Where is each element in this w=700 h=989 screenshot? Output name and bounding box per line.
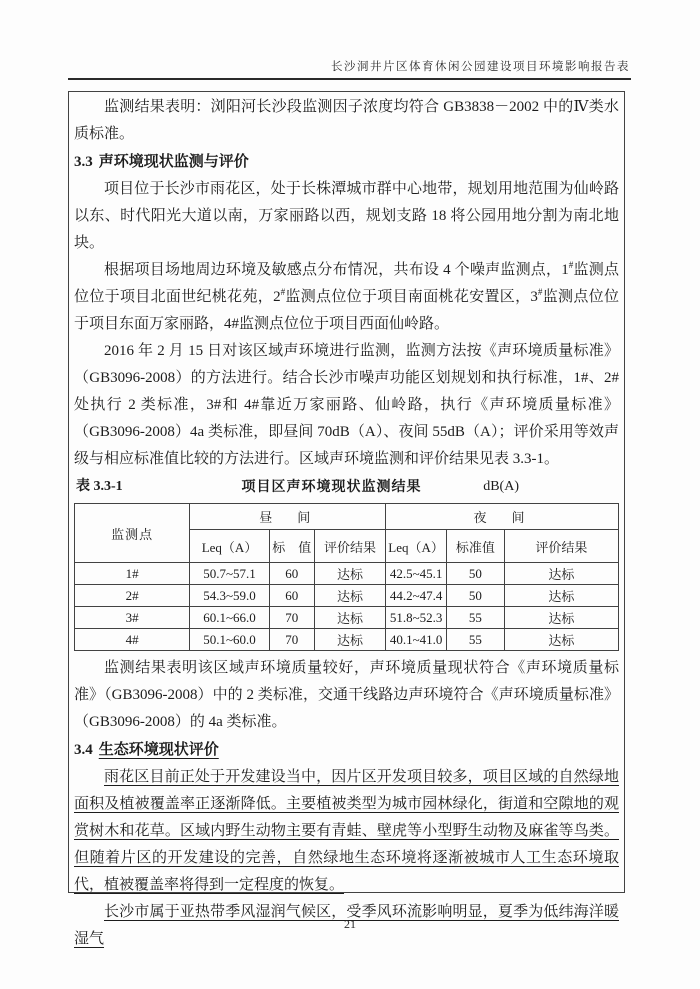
table-cell: 55 [447,607,505,629]
table-cell: 2# [75,585,190,607]
table-cell: 44.2~47.4 [386,585,447,607]
paragraph-noise-conclusion: 监测结果表明该区域声环境质量较好，声环境质量现状符合《声环境质量标准》（GB3096-2008）中的 2 类标准，交通干线路边声环境符合《声环境质量标准》（GB3096-2008）的 4a 类标准。 [74,660,619,730]
table-cell: 达标 [504,563,618,585]
table-cell: 55 [447,629,505,651]
column-header-day-standard: 标 值 [269,530,314,563]
table-cell: 70 [269,607,314,629]
table-cell: 51.8~52.3 [386,607,447,629]
table-cell: 50.1~60.0 [190,629,269,651]
table-cell: 54.3~59.0 [190,585,269,607]
page-footer [0,917,700,932]
paragraph-monitoring-points: 根据项目场地周边环境及敏感点分布情况，共布设 4 个噪声监测点，1#监测点位位于项目北面世纪桃花苑，2#监测点位位于项目南面桃花安置区，3#监测点位位于项目东面万家丽路，4#监测点位位于项目西面仙岭路。 [74,260,619,332]
table-cell: 达标 [314,607,385,629]
noise-monitoring-table [74,503,619,651]
table-cell: 1# [75,563,190,585]
column-header-night-result: 评价结果 [504,530,618,563]
section-number: 3.3 [74,154,93,170]
column-header-point: 监测点 [75,504,190,563]
table-row [75,585,619,607]
column-group-day: 昼 间 [190,504,386,530]
column-header-day-leq: Leq（A） [190,530,269,563]
noise-table-caption [74,473,619,500]
table-cell: 60 [269,563,314,585]
table-cell: 达标 [504,607,618,629]
table-row [75,607,619,629]
table-cell: 4# [75,629,190,651]
paragraph-monitoring-method: 2016 年 2 月 15 日对该区域声环境进行监测，监测方法按《声环境质量标准》（GB3096-2008）的方法进行。结合长沙市噪声功能区划规划和执行标准，1#、2#处执行 2 类标准，3#和 4#靠近万家丽路、仙岭路，执行《声环境质量标准》（GB3096-2008）4a 类标准，即昼间 70dB（A）、夜间 55dB（A）；评价采用等效声级与相应标准值比较的方法进行。区域声环境监测和评价结果见表 3.3-1。 [74,343,619,467]
column-group-night: 夜 间 [386,504,619,530]
paragraph-climate: 长沙市属于亚热带季风湿润气候区，受季风环流影响明显，夏季为低纬海洋暖湿气 [74,904,619,947]
section-title: 声环境现状监测与评价 [98,153,249,170]
table-cell: 60.1~66.0 [190,607,269,629]
paragraph-project-location: 项目位于长沙市雨花区，处于长株潭城市群中心地带，规划用地范围为仙岭路以东、时代阳光大道以南，万家丽路以西，规划支路 18 将公园用地分割为南北地块。 [74,181,619,251]
paragraph-water-quality-conclusion: 监测结果表明：浏阳河长沙段监测因子浓度均符合 GB3838－2002 中的Ⅳ类水质标准。 [74,99,619,142]
table-cell: 70 [269,629,314,651]
section-number: 3.4 [74,742,93,758]
table-cell: 60 [269,585,314,607]
table-unit: dB(A) [483,479,519,494]
running-header [331,58,630,74]
table-cell: 40.1~41.0 [386,629,447,651]
table-cell: 达标 [314,585,385,607]
column-header-night-leq: Leq（A） [386,530,447,563]
table-cell: 50 [447,563,505,585]
table-cell: 达标 [314,563,385,585]
column-header-day-result: 评价结果 [314,530,385,563]
table-label: 表 3.3-1 [76,479,123,494]
section-heading-3-3 [74,148,619,176]
paragraph-ecology-status: 雨花区目前正处于开发建设当中，因片区开发项目较多，项目区域的自然绿地面积及植被覆盖率正逐渐降低。主要植被类型为城市园林绿化，街道和空隙地的观赏树木和花草。区域内野生动物主要有青蛙、壁虎等小型野生动物及麻雀等鸟类。但随着片区的开发建设的完善，自然绿地生态环境将逐渐被城市人工生态环境取代，植被覆盖率将得到一定程度的恢复。 [74,769,619,893]
table-cell: 达标 [504,629,618,651]
header-rule [68,78,631,80]
section-heading-3-4 [74,736,619,764]
table-cell: 42.5~45.1 [386,563,447,585]
table-cell: 达标 [314,629,385,651]
report-title: 长沙洞井片区体育休闲公园建设项目环境影响报告表 [331,61,630,73]
page-number: 21 [344,917,356,931]
table-cell: 50.7~57.1 [190,563,269,585]
table-cell: 3# [75,607,190,629]
table-cell: 达标 [504,585,618,607]
table-row [75,629,619,651]
table-row [75,563,619,585]
column-header-night-standard: 标准值 [447,530,505,563]
section-title: 生态环境现状评价 [98,741,219,758]
table-title: 项目区声环境现状监测结果 [241,478,422,494]
noise-table-body [75,563,619,651]
table-header-row-groups [75,504,619,530]
table-cell: 50 [447,585,505,607]
